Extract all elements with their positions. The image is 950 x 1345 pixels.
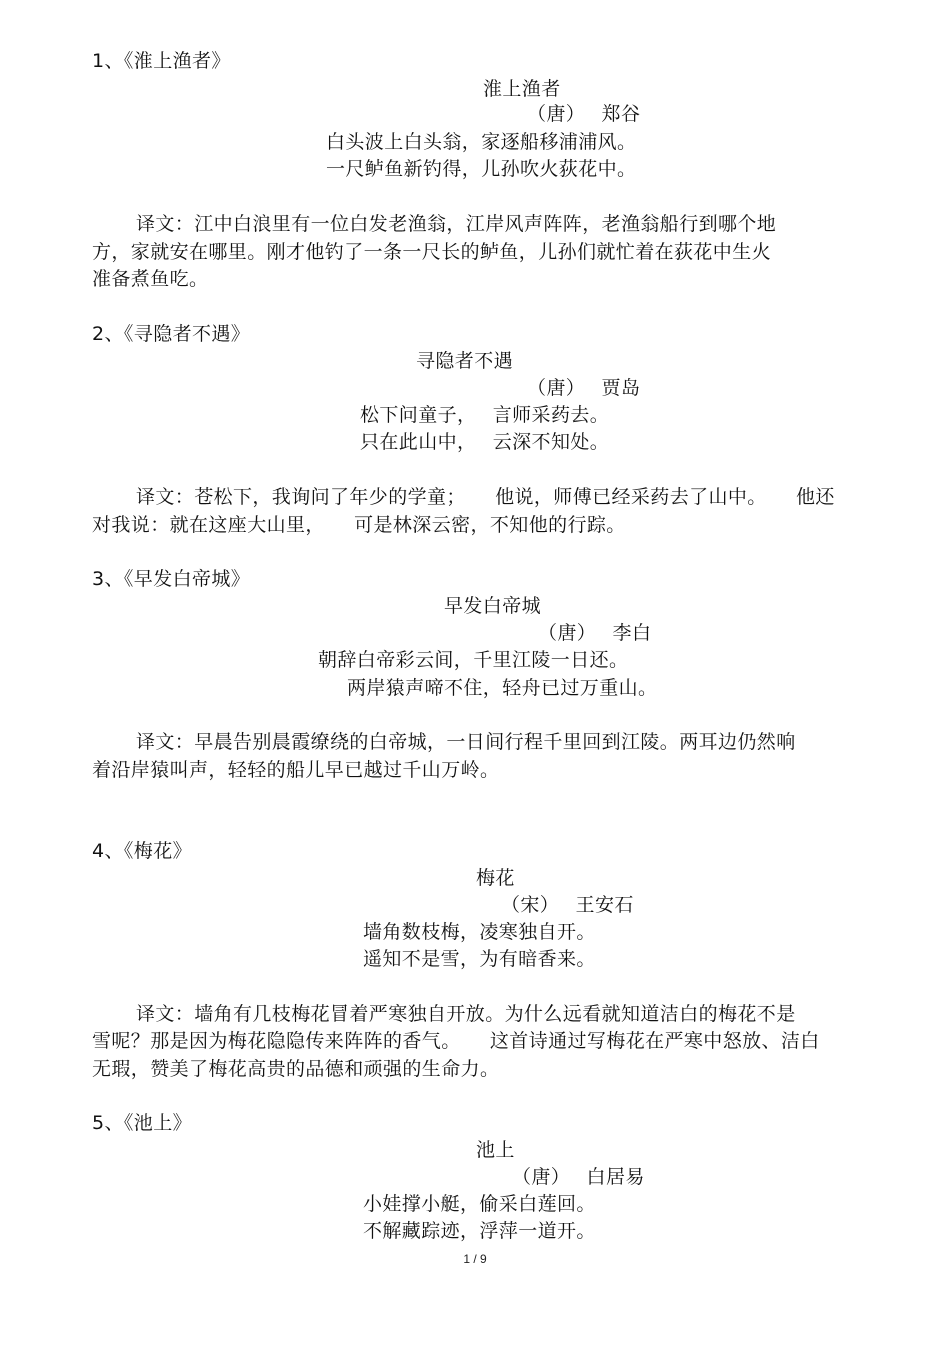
- translation-line: 译文：墙角有几枝梅花冒着严寒独自开放。为什么远看就知道洁白的梅花不是: [136, 1003, 796, 1025]
- section-heading: 3、《早发白帝城》: [92, 568, 251, 590]
- translation-line: 译文：早晨告别晨霞缭绕的白帝城，一日间行程千里回到江陵。两耳边仍然响: [136, 731, 796, 753]
- translation-line: 着沿岸猿叫声，轻轻的船儿早已越过千山万岭。: [92, 759, 500, 781]
- translation-line: 方，家就安在哪里。刚才他钓了一条一尺长的鲈鱼，儿孙们就忙着在荻花中生火: [92, 241, 772, 263]
- poem-verse-line: 朝辞白帝彩云间，千里江陵一日还。: [318, 649, 629, 671]
- poem-verse-line: 松下问童子， 言师采药去。: [360, 404, 610, 426]
- poem-author: （唐） 李白: [538, 622, 652, 644]
- poem-verse-line: 两岸猿声啼不住，轻舟已过万重山。: [347, 677, 658, 699]
- poem-title: 梅花: [476, 867, 515, 889]
- poem-title: 淮上渔者: [483, 78, 561, 100]
- poem-verse-line: 白头波上白头翁，家逐船移浦浦风。: [326, 131, 637, 153]
- poem-author: （唐） 郑谷: [527, 103, 641, 125]
- poem-verse-line: 小娃撑小艇，偷采白莲回。: [363, 1193, 596, 1215]
- translation-line: 准备煮鱼吃。: [92, 268, 209, 290]
- section-heading: 4、《梅花》: [92, 840, 192, 862]
- translation-line: 对我说：就在这座大山里， 可是林深云密，不知他的行踪。: [92, 514, 626, 536]
- poem-verse-line: 只在此山中， 云深不知处。: [360, 431, 610, 453]
- poem-author: （唐） 贾岛: [527, 377, 641, 399]
- section-heading: 5、《池上》: [92, 1112, 192, 1134]
- section-heading: 2、《寻隐者不遇》: [92, 323, 251, 345]
- poem-title: 寻隐者不遇: [416, 350, 514, 372]
- poem-verse-line: 墙角数枝梅，凌寒独自开。: [363, 921, 596, 943]
- translation-line: 译文：苍松下，我询问了年少的学童； 他说，师傅已经采药去了山中。 他还: [136, 486, 835, 508]
- poem-verse-line: 一尺鲈鱼新钓得，儿孙吹火荻花中。: [326, 158, 637, 180]
- poem-author: （唐） 白居易: [512, 1166, 645, 1188]
- translation-line: 雪呢？那是因为梅花隐隐传来阵阵的香气。 这首诗通过写梅花在严寒中怒放、洁白: [92, 1030, 820, 1052]
- translation-line: 译文：江中白浪里有一位白发老渔翁，江岸风声阵阵，老渔翁船行到哪个地: [136, 213, 777, 235]
- page-number: 1 / 9: [463, 1252, 487, 1266]
- translation-line: 无瑕，赞美了梅花高贵的品德和顽强的生命力。: [92, 1058, 500, 1080]
- poem-verse-line: 遥知不是雪，为有暗香来。: [363, 948, 596, 970]
- poem-title: 早发白帝城: [444, 595, 542, 617]
- poem-verse-line: 不解藏踪迹，浮萍一道开。: [363, 1220, 596, 1242]
- poem-author: （宋） 王安石: [501, 894, 634, 916]
- poem-title: 池上: [476, 1139, 515, 1161]
- section-heading: 1、《淮上渔者》: [92, 50, 231, 72]
